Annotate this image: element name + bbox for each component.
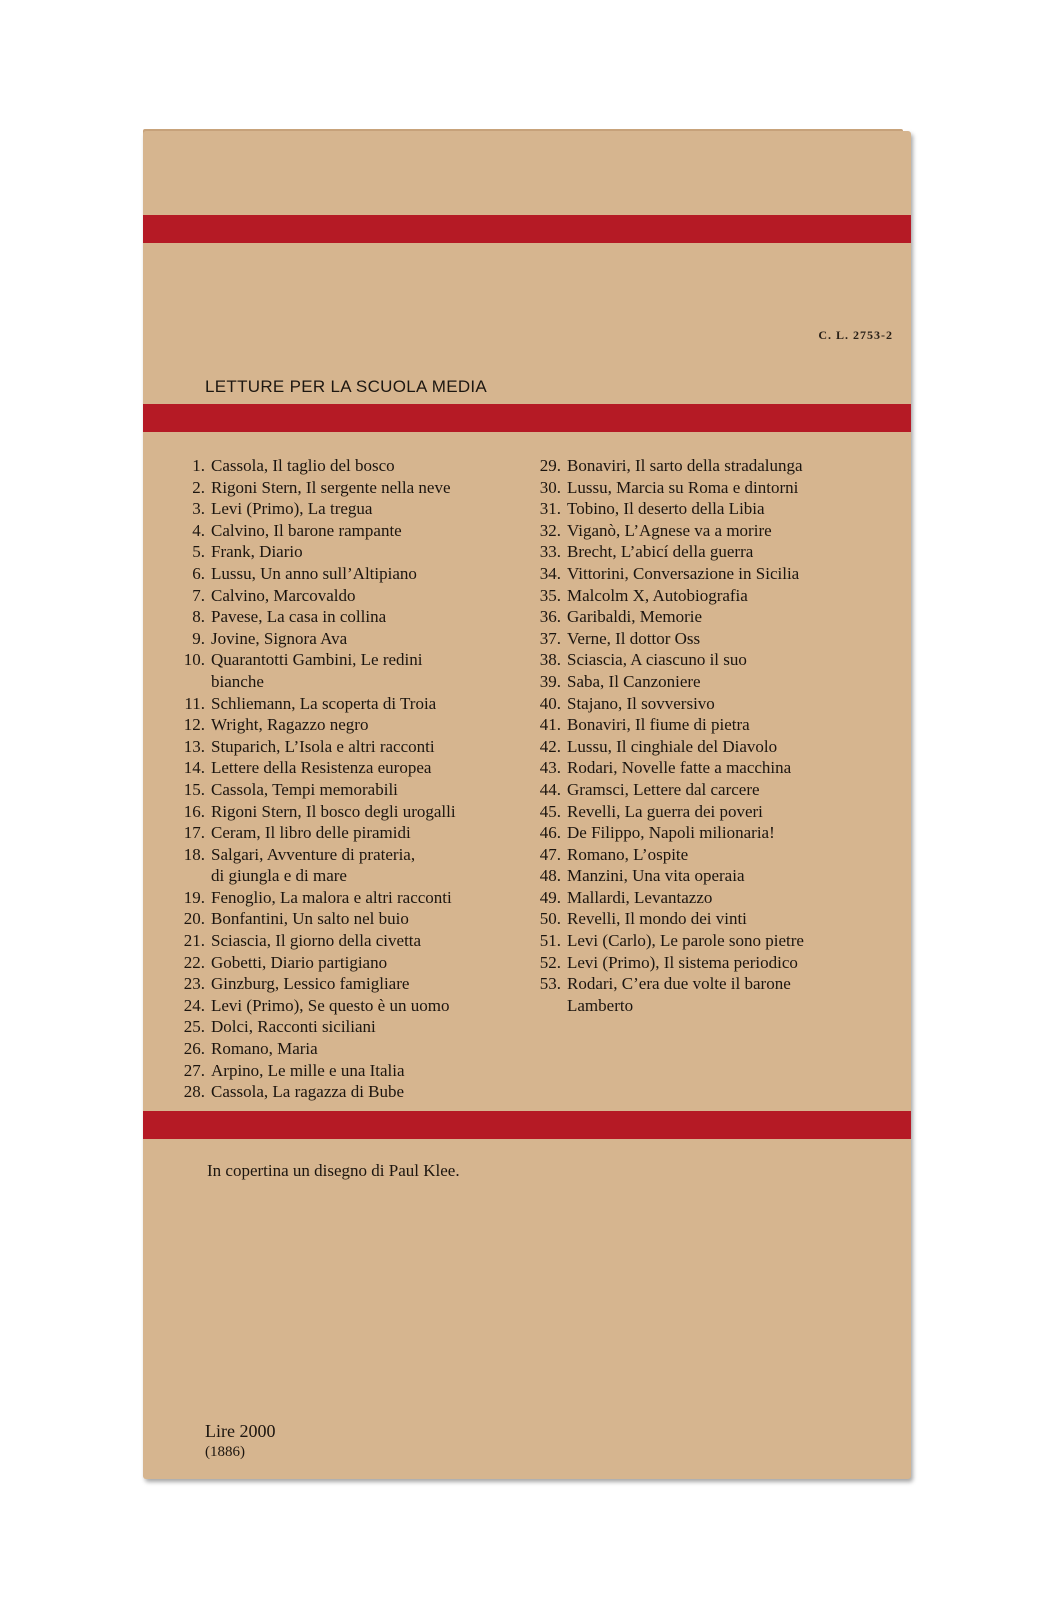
book-back-cover [143, 131, 911, 1479]
book-list-item [519, 757, 889, 779]
book-number: 7. [192, 585, 205, 605]
book-title: Saba, Il Canzoniere [567, 671, 701, 691]
book-number [163, 865, 211, 887]
book-list-item [519, 973, 889, 995]
book-title: bianche [211, 671, 264, 691]
book-list-item [163, 498, 523, 520]
book-title: Levi (Primo), Se questo è un uomo [211, 995, 450, 1015]
book-number: 35. [539, 585, 561, 605]
book-title: Verne, Il dottor Oss [567, 628, 701, 648]
book-number [163, 671, 211, 693]
book-title: Malcolm X, Autobiografia [567, 585, 748, 605]
book-title: De Filippo, Napoli milionaria! [567, 823, 775, 843]
book-number: 47. [539, 844, 561, 864]
book-number: 18. [183, 844, 205, 864]
book-list-item [163, 757, 523, 779]
book-title: Sciascia, A ciascuno il suo [567, 650, 747, 670]
series-title: LETTURE PER LA SCUOLA MEDIA [205, 377, 488, 396]
book-number: 22. [183, 952, 205, 972]
catalog-code: C. L. 2753-2 [818, 328, 893, 342]
book-list-item [163, 779, 523, 801]
book-number: 10. [183, 650, 205, 670]
book-title: Bonaviri, Il fiume di pietra [567, 715, 750, 735]
book-number: 34. [539, 563, 561, 583]
book-number: 1. [192, 456, 205, 475]
book-list-item [519, 908, 889, 930]
book-title: Schliemann, La scoperta di Troia [211, 693, 437, 713]
book-list-item [163, 606, 523, 628]
price: Lire 2000 [205, 1421, 276, 1441]
book-number: 45. [539, 801, 561, 821]
book-title: Stuparich, L’Isola e altri racconti [211, 736, 435, 756]
book-number: 51. [539, 931, 561, 951]
book-list-item [519, 930, 889, 952]
book-list-item [163, 995, 523, 1017]
book-number: 11. [184, 693, 205, 713]
book-number: 6. [192, 563, 205, 583]
book-list-item [163, 1038, 523, 1060]
book-number: 40. [539, 693, 561, 713]
book-list-right [519, 455, 889, 1016]
book-list-item [519, 952, 889, 974]
book-title: Lussu, Un anno sull’Altipiano [211, 563, 417, 583]
book-list-item [163, 736, 523, 758]
book-number: 42. [539, 736, 561, 756]
book-list-item [519, 520, 889, 542]
book-title: Romano, Maria [211, 1039, 318, 1059]
book-title: Revelli, Il mondo dei vinti [567, 909, 747, 929]
book-title: Bonfantini, Un salto nel buio [211, 909, 409, 929]
book-number: 49. [539, 887, 561, 907]
book-list-item [163, 1016, 523, 1038]
book-number: 20. [183, 909, 205, 929]
book-number: 44. [539, 779, 561, 799]
book-number: 14. [183, 758, 205, 778]
book-number: 21. [183, 931, 205, 951]
book-title: Wright, Ragazzo negro [211, 715, 369, 735]
book-title: Calvino, Il barone rampante [211, 520, 402, 540]
book-list-item [519, 671, 889, 693]
book-title: Calvino, Marcovaldo [211, 585, 356, 605]
book-list-item [519, 477, 889, 499]
book-list-item [163, 671, 523, 693]
book-list-item [519, 995, 889, 1017]
book-number: 23. [183, 974, 205, 994]
book-title: Dolci, Racconti siciliani [211, 1017, 376, 1037]
book-title: Tobino, Il deserto della Libia [567, 499, 765, 519]
book-title: Lussu, Marcia su Roma e dintorni [567, 477, 799, 497]
book-title: Revelli, La guerra dei poveri [567, 801, 763, 821]
book-title: di giungla e di mare [211, 866, 347, 886]
book-list-item [163, 585, 523, 607]
book-title: Pavese, La casa in collina [211, 607, 387, 627]
book-number: 2. [192, 477, 205, 497]
book-title: Gobetti, Diario partigiano [211, 952, 388, 972]
book-number: 9. [192, 628, 205, 648]
book-list-item [519, 606, 889, 628]
book-list-left [163, 455, 523, 1103]
book-title: Romano, L’ospite [567, 844, 689, 864]
book-title: Mallardi, Levantazzo [567, 887, 713, 907]
book-list-item [163, 952, 523, 974]
book-title: Bonaviri, Il sarto della stradalunga [567, 456, 803, 475]
book-number: 25. [183, 1017, 205, 1037]
book-list-item [519, 801, 889, 823]
book-list-item [519, 541, 889, 563]
book-list-item [163, 887, 523, 909]
book-number: 19. [183, 887, 205, 907]
book-title: Jovine, Signora Ava [211, 628, 348, 648]
book-title: Viganò, L’Agnese va a morire [567, 520, 772, 540]
red-stripe-top [143, 215, 911, 243]
book-number: 13. [183, 736, 205, 756]
book-number: 16. [183, 801, 205, 821]
book-list-item [163, 714, 523, 736]
book-number: 15. [183, 779, 205, 799]
book-list-item [519, 822, 889, 844]
book-title: Ginzburg, Lessico famigliare [211, 974, 410, 994]
book-number: 39. [539, 671, 561, 691]
book-list-item [519, 649, 889, 671]
book-list-item [163, 865, 523, 887]
book-number: 37. [539, 628, 561, 648]
book-list-item [163, 541, 523, 563]
book-list-item [163, 1081, 523, 1103]
book-number: 3. [192, 499, 205, 519]
book-list-item [163, 563, 523, 585]
book-title: Cassola, Il taglio del bosco [211, 456, 395, 475]
book-number: 46. [539, 823, 561, 843]
book-list-item [519, 844, 889, 866]
book-list-item [519, 628, 889, 650]
book-list-item [163, 930, 523, 952]
book-list-item [519, 693, 889, 715]
book-list-item [519, 779, 889, 801]
book-title: Lussu, Il cinghiale del Diavolo [567, 736, 778, 756]
book-list-item [163, 822, 523, 844]
book-number: 31. [539, 499, 561, 519]
book-number: 24. [183, 995, 205, 1015]
book-list-item [519, 585, 889, 607]
book-title: Levi (Primo), La tregua [211, 499, 373, 519]
book-number: 8. [192, 607, 205, 627]
book-number: 26. [183, 1039, 205, 1059]
book-title: Arpino, Le mille e una Italia [211, 1060, 405, 1080]
book-title: Sciascia, Il giorno della civetta [211, 931, 422, 951]
book-title: Fenoglio, La malora e altri racconti [211, 887, 452, 907]
book-list-item [163, 908, 523, 930]
book-title: Quarantotti Gambini, Le redini [211, 650, 423, 670]
book-number: 27. [183, 1060, 205, 1080]
book-title: Frank, Diario [211, 542, 303, 562]
book-title: Salgari, Avventure di prateria, [211, 844, 416, 864]
book-number: 5. [192, 542, 205, 562]
book-number: 30. [539, 477, 561, 497]
red-stripe-bottom [143, 1111, 911, 1139]
book-title: Levi (Primo), Il sistema periodico [567, 952, 798, 972]
book-list-item [163, 649, 523, 671]
book-list-item [519, 865, 889, 887]
book-list-item [163, 973, 523, 995]
book-number: 36. [539, 607, 561, 627]
book-title: Manzini, Una vita operaia [567, 866, 745, 886]
red-stripe-middle [143, 404, 911, 432]
book-number: 4. [192, 520, 205, 540]
book-number: 38. [539, 650, 561, 670]
book-number: 52. [539, 952, 561, 972]
book-list-item [519, 714, 889, 736]
book-title: Vittorini, Conversazione in Sicilia [567, 563, 800, 583]
book-number: 43. [539, 758, 561, 778]
book-list-item [519, 736, 889, 758]
book-title: Stajano, Il sovversivo [567, 693, 715, 713]
book-list-item [519, 455, 889, 477]
book-list-item [163, 693, 523, 715]
book-title: Ceram, Il libro delle piramidi [211, 823, 411, 843]
book-list-item [519, 498, 889, 520]
book-title: Rigoni Stern, Il sergente nella neve [211, 477, 451, 497]
book-number: 29. [539, 456, 561, 475]
book-number: 50. [539, 909, 561, 929]
book-title: Levi (Carlo), Le parole sono pietre [567, 931, 804, 951]
book-number: 32. [539, 520, 561, 540]
book-title: Cassola, Tempi memorabili [211, 779, 398, 799]
book-title: Rodari, C’era due volte il barone [567, 974, 791, 994]
book-title: Rigoni Stern, Il bosco degli urogalli [211, 801, 456, 821]
book-list-item [163, 520, 523, 542]
book-title: Brecht, L’abicí della guerra [567, 542, 754, 562]
book-number: 53. [539, 974, 561, 994]
book-number: 28. [183, 1082, 205, 1102]
book-number [519, 995, 567, 1017]
book-list-item [519, 887, 889, 909]
book-list-item [163, 477, 523, 499]
cover-credit: In copertina un disegno di Paul Klee. [207, 1161, 460, 1180]
book-list-item [163, 455, 523, 477]
book-number: 48. [539, 866, 561, 886]
book-list-item [163, 801, 523, 823]
book-number: 17. [183, 823, 205, 843]
book-list-item [519, 563, 889, 585]
book-title: Garibaldi, Memorie [567, 607, 703, 627]
price-reference: (1886) [205, 1444, 245, 1460]
book-list-item [163, 1060, 523, 1082]
book-title: Gramsci, Lettere dal carcere [567, 779, 760, 799]
book-list-item [163, 844, 523, 866]
book-number: 12. [183, 715, 205, 735]
book-number: 41. [539, 715, 561, 735]
book-title: Cassola, La ragazza di Bube [211, 1082, 405, 1102]
book-title: Lamberto [567, 995, 634, 1015]
book-list-item [163, 628, 523, 650]
book-title: Rodari, Novelle fatte a macchina [567, 758, 792, 778]
book-title: Lettere della Resistenza europea [211, 758, 432, 778]
book-number: 33. [539, 542, 561, 562]
